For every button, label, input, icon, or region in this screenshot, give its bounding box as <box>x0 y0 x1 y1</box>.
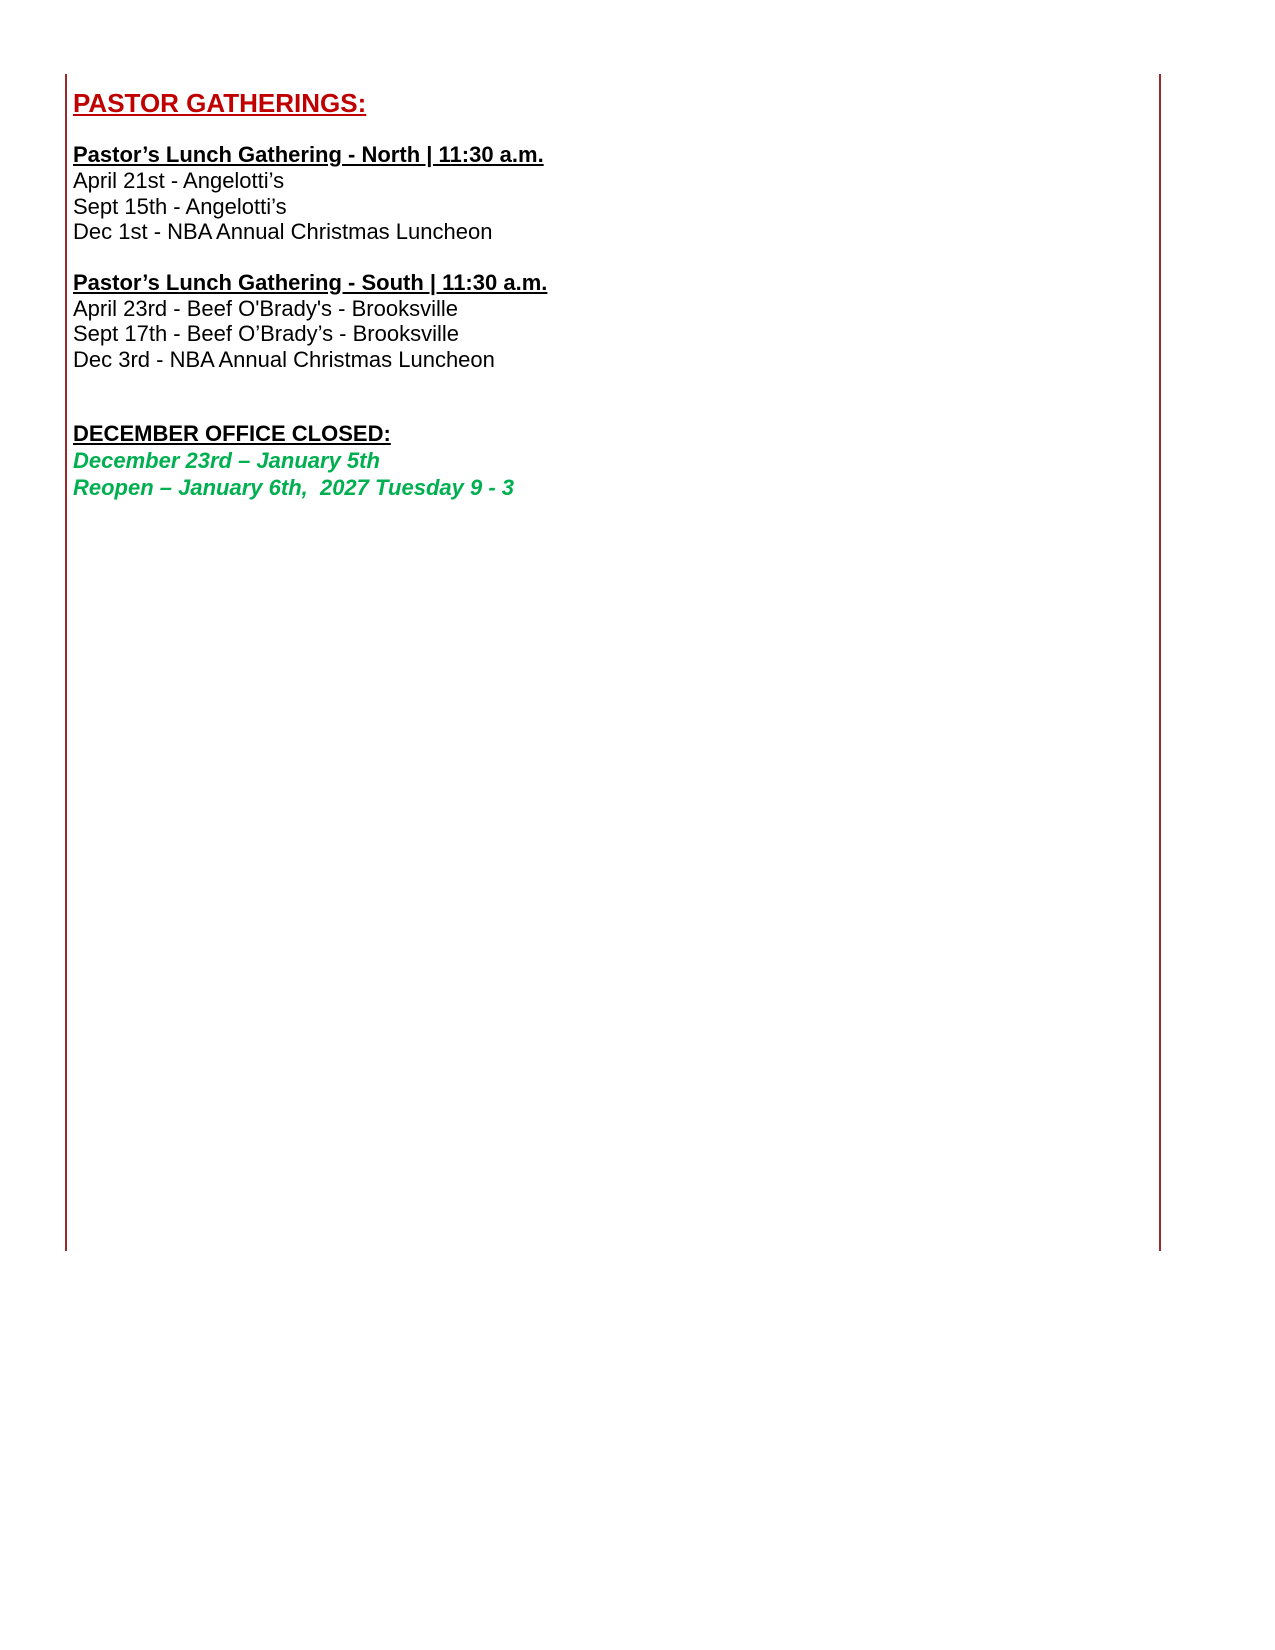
pastor-gatherings-heading: PASTOR GATHERINGS: <box>73 88 367 118</box>
list-item: Sept 17th - Beef O’Brady’s - Brooksville <box>73 321 459 346</box>
list-item: April 23rd - Beef O'Brady's - Brooksville <box>73 295 458 321</box>
reopen-line: Reopen – January 6th, 2027 Tuesday 9 - 3 <box>73 475 515 500</box>
list-item: Dec 3rd - NBA Annual Christmas Luncheon <box>73 346 495 372</box>
list-item: April 21st - Angelotti’s <box>73 168 285 193</box>
right-border-rule <box>1159 74 1161 1251</box>
south-gathering-title: Pastor’s Lunch Gathering - South | 11:30 a.m. <box>73 269 548 295</box>
north-gathering-title: Pastor’s Lunch Gathering - North | 11:30 a.m. <box>73 142 544 167</box>
office-closed-section <box>73 421 1143 501</box>
south-gathering-section <box>73 270 1143 373</box>
closed-dates-line: December 23rd – January 5th <box>73 448 380 473</box>
office-closed-heading: DECEMBER OFFICE CLOSED: <box>73 421 391 446</box>
page-content <box>73 86 1143 501</box>
list-item: Sept 15th - Angelotti’s <box>73 193 287 219</box>
north-gathering-section <box>73 142 1143 245</box>
list-item: Dec 1st - NBA Annual Christmas Luncheon <box>73 219 493 244</box>
left-border-rule <box>65 74 67 1251</box>
